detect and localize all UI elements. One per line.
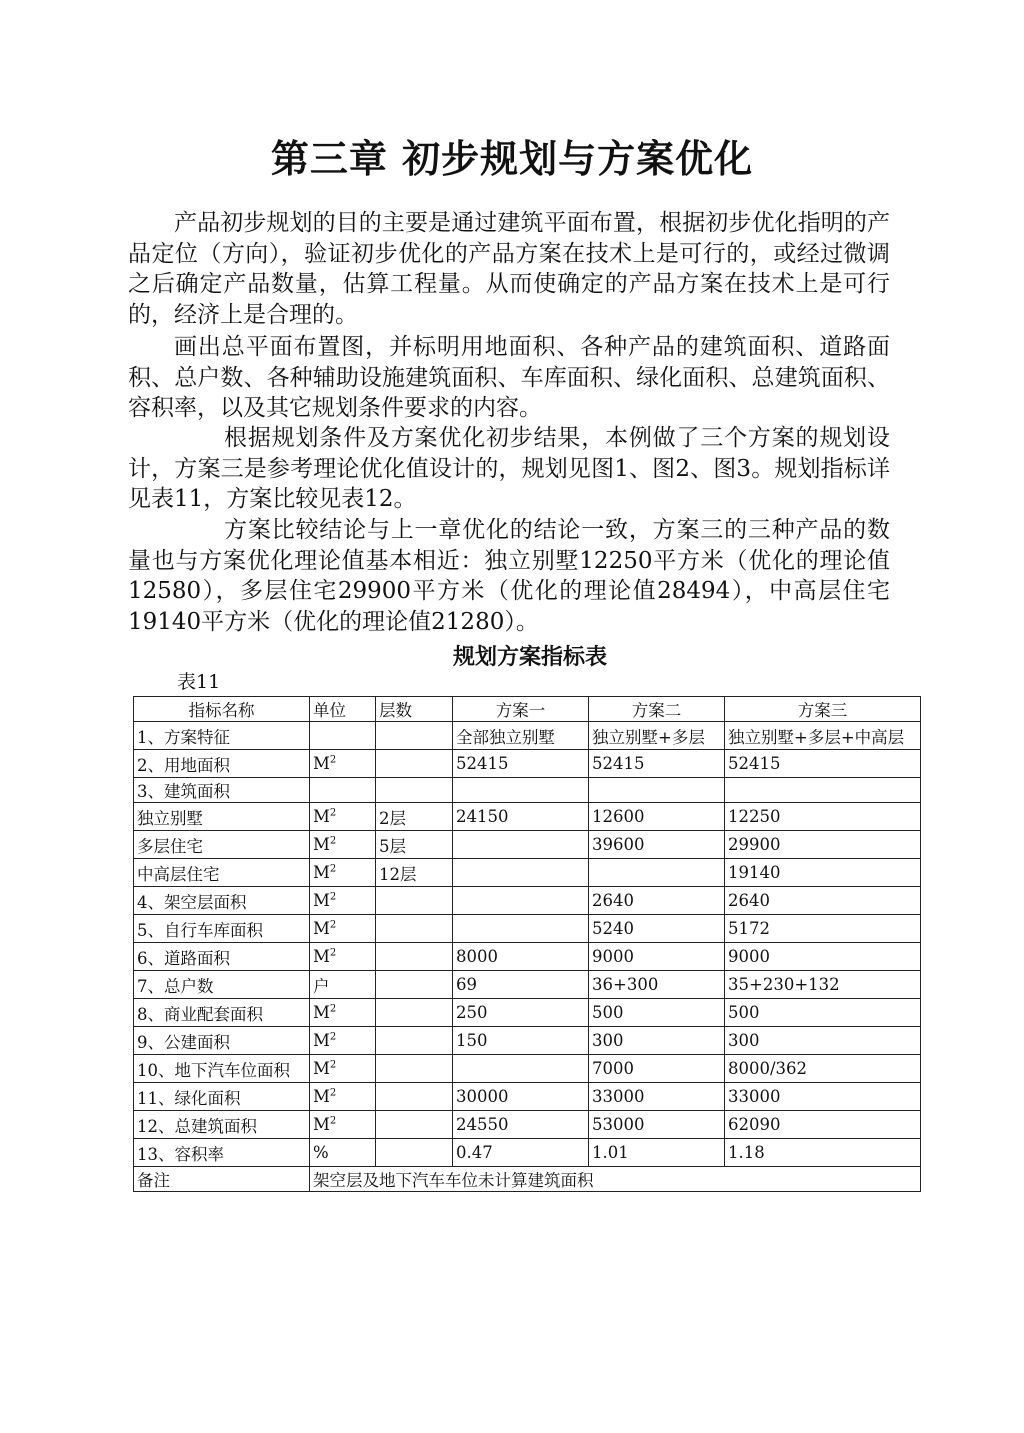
unit-text: M bbox=[313, 1087, 330, 1106]
cell-scheme-3 bbox=[725, 778, 921, 803]
unit-superscript: 2 bbox=[329, 807, 337, 819]
cell-unit bbox=[310, 859, 376, 887]
cell-scheme-2: 5240 bbox=[589, 915, 725, 943]
table-row bbox=[134, 1027, 921, 1055]
table-row bbox=[134, 999, 921, 1027]
unit-superscript: 2 bbox=[329, 1003, 337, 1015]
cell-scheme-1 bbox=[453, 859, 589, 887]
table-row bbox=[134, 971, 921, 999]
cell-scheme-1 bbox=[453, 915, 589, 943]
cell-unit bbox=[310, 915, 376, 943]
cell-floors bbox=[376, 778, 453, 803]
paragraph-2: 画出总平面布置图，并标明用地面积、各种产品的建筑面积、道路面积、总户数、各种辅助设施建筑面积、车库面积、绿化面积、总建筑面积、容积率，以及其它规划条件要求的内容。 bbox=[128, 334, 890, 421]
cell-scheme-1 bbox=[453, 778, 589, 803]
cell-scheme-2: 2640 bbox=[589, 887, 725, 915]
header-indicator-name: 指标名称 bbox=[134, 697, 310, 722]
table-row bbox=[134, 1083, 921, 1111]
cell-scheme-3: 29900 bbox=[725, 831, 921, 859]
unit-superscript: 2 bbox=[329, 835, 337, 847]
table-label: 表11 bbox=[177, 671, 221, 693]
table-row bbox=[134, 750, 921, 778]
cell-unit bbox=[310, 999, 376, 1027]
cell-floors bbox=[376, 887, 453, 915]
cell-scheme-2: 33000 bbox=[589, 1083, 725, 1111]
cell-unit bbox=[310, 778, 376, 803]
unit-text: M bbox=[313, 1031, 330, 1050]
cell-scheme-1: 150 bbox=[453, 1027, 589, 1055]
table-row bbox=[134, 778, 921, 803]
unit-superscript: 2 bbox=[329, 947, 337, 959]
cell-unit: 户 bbox=[310, 971, 376, 999]
unit-text: M bbox=[313, 919, 330, 938]
cell-scheme-3: 1.18 bbox=[725, 1139, 921, 1167]
cell-floors bbox=[376, 1139, 453, 1167]
cell-floors bbox=[376, 1027, 453, 1055]
unit-superscript: 2 bbox=[329, 1115, 337, 1127]
header-scheme-2: 方案二 bbox=[589, 697, 725, 722]
cell-floors bbox=[376, 750, 453, 778]
chapter-title: 第三章 初步规划与方案优化 bbox=[270, 136, 754, 181]
unit-superscript: 2 bbox=[329, 1059, 337, 1071]
cell-scheme-1: 8000 bbox=[453, 943, 589, 971]
unit-text: M bbox=[313, 1115, 330, 1134]
cell-scheme-1: 0.47 bbox=[453, 1139, 589, 1167]
unit-text: M bbox=[313, 1003, 330, 1022]
cell-scheme-2: 500 bbox=[589, 999, 725, 1027]
cell-unit bbox=[310, 1083, 376, 1111]
table-header-row bbox=[134, 697, 921, 722]
note-label: 备注 bbox=[134, 1167, 310, 1192]
cell-unit bbox=[310, 722, 376, 750]
cell-scheme-2: 52415 bbox=[589, 750, 725, 778]
header-scheme-1: 方案一 bbox=[453, 697, 589, 722]
cell-floors: 12层 bbox=[376, 859, 453, 887]
cell-indicator: 1、方案特征 bbox=[134, 722, 310, 750]
table-row bbox=[134, 887, 921, 915]
table-note-row bbox=[134, 1167, 921, 1192]
cell-floors bbox=[376, 722, 453, 750]
cell-scheme-2: 39600 bbox=[589, 831, 725, 859]
cell-scheme-1: 250 bbox=[453, 999, 589, 1027]
cell-indicator: 11、绿化面积 bbox=[134, 1083, 310, 1111]
cell-scheme-1: 24150 bbox=[453, 803, 589, 831]
cell-floors bbox=[376, 1055, 453, 1083]
cell-scheme-1 bbox=[453, 831, 589, 859]
cell-scheme-3: 62090 bbox=[725, 1111, 921, 1139]
table-row bbox=[134, 803, 921, 831]
cell-scheme-3: 33000 bbox=[725, 1083, 921, 1111]
cell-scheme-3: 8000/362 bbox=[725, 1055, 921, 1083]
unit-superscript: 2 bbox=[329, 754, 337, 766]
cell-unit bbox=[310, 750, 376, 778]
cell-indicator: 8、商业配套面积 bbox=[134, 999, 310, 1027]
cell-indicator: 4、架空层面积 bbox=[134, 887, 310, 915]
cell-indicator: 7、总户数 bbox=[134, 971, 310, 999]
cell-scheme-1: 30000 bbox=[453, 1083, 589, 1111]
unit-superscript: 2 bbox=[329, 919, 337, 931]
table-row bbox=[134, 722, 921, 750]
unit-text: M bbox=[313, 947, 330, 966]
cell-floors bbox=[376, 943, 453, 971]
cell-scheme-2 bbox=[589, 859, 725, 887]
cell-unit bbox=[310, 803, 376, 831]
header-unit: 单位 bbox=[310, 697, 376, 722]
cell-scheme-3: 独立别墅+多层+中高层 bbox=[725, 722, 921, 750]
cell-scheme-1: 全部独立别墅 bbox=[453, 722, 589, 750]
paragraph-3: 根据规划条件及方案优化初步结果，本例做了三个方案的规划设计，方案三是参考理论优化值设计的，规划见图1、图2、图3。规划指标详见表11，方案比较见表12。 bbox=[128, 425, 890, 512]
cell-scheme-2: 36+300 bbox=[589, 971, 725, 999]
note-text: 架空层及地下汽车车位未计算建筑面积 bbox=[310, 1167, 921, 1192]
table-row bbox=[134, 859, 921, 887]
unit-text: M bbox=[313, 1059, 330, 1078]
cell-scheme-1: 52415 bbox=[453, 750, 589, 778]
cell-indicator: 5、自行车库面积 bbox=[134, 915, 310, 943]
cell-scheme-1: 69 bbox=[453, 971, 589, 999]
cell-scheme-1 bbox=[453, 1055, 589, 1083]
table-row bbox=[134, 1111, 921, 1139]
cell-indicator: 13、容积率 bbox=[134, 1139, 310, 1167]
cell-scheme-3: 19140 bbox=[725, 859, 921, 887]
cell-scheme-2: 12600 bbox=[589, 803, 725, 831]
cell-scheme-2: 7000 bbox=[589, 1055, 725, 1083]
planning-index-table bbox=[133, 696, 921, 1192]
table-title: 规划方案指标表 bbox=[452, 644, 607, 670]
unit-text: M bbox=[313, 891, 330, 910]
cell-floors bbox=[376, 1083, 453, 1111]
table-row bbox=[134, 1139, 921, 1167]
cell-floors: 2层 bbox=[376, 803, 453, 831]
cell-scheme-1: 24550 bbox=[453, 1111, 589, 1139]
cell-unit bbox=[310, 1055, 376, 1083]
table-body bbox=[134, 722, 921, 1167]
cell-floors bbox=[376, 999, 453, 1027]
table-row bbox=[134, 943, 921, 971]
cell-scheme-2: 9000 bbox=[589, 943, 725, 971]
unit-superscript: 2 bbox=[329, 891, 337, 903]
table-row bbox=[134, 915, 921, 943]
cell-scheme-2: 独立别墅+多层 bbox=[589, 722, 725, 750]
cell-floors bbox=[376, 1111, 453, 1139]
cell-floors bbox=[376, 971, 453, 999]
cell-indicator: 10、地下汽车位面积 bbox=[134, 1055, 310, 1083]
cell-indicator: 多层住宅 bbox=[134, 831, 310, 859]
header-floors: 层数 bbox=[376, 697, 453, 722]
table-row bbox=[134, 831, 921, 859]
unit-text: M bbox=[313, 863, 330, 882]
cell-scheme-3: 52415 bbox=[725, 750, 921, 778]
unit-superscript: 2 bbox=[329, 1031, 337, 1043]
cell-unit bbox=[310, 1111, 376, 1139]
cell-scheme-3: 500 bbox=[725, 999, 921, 1027]
cell-floors bbox=[376, 915, 453, 943]
unit-superscript: 2 bbox=[329, 863, 337, 875]
cell-unit bbox=[310, 1027, 376, 1055]
cell-scheme-2 bbox=[589, 778, 725, 803]
cell-unit bbox=[310, 887, 376, 915]
cell-scheme-3: 35+230+132 bbox=[725, 971, 921, 999]
cell-unit bbox=[310, 831, 376, 859]
cell-scheme-2: 1.01 bbox=[589, 1139, 725, 1167]
unit-text: M bbox=[313, 835, 330, 854]
cell-unit: % bbox=[310, 1139, 376, 1167]
unit-text: M bbox=[313, 807, 330, 826]
cell-indicator: 2、用地面积 bbox=[134, 750, 310, 778]
cell-scheme-3: 5172 bbox=[725, 915, 921, 943]
cell-indicator: 6、道路面积 bbox=[134, 943, 310, 971]
unit-superscript: 2 bbox=[329, 1087, 337, 1099]
cell-scheme-1 bbox=[453, 887, 589, 915]
cell-indicator: 独立别墅 bbox=[134, 803, 310, 831]
unit-text: M bbox=[313, 754, 330, 773]
cell-scheme-2: 53000 bbox=[589, 1111, 725, 1139]
header-scheme-3: 方案三 bbox=[725, 697, 921, 722]
table-row bbox=[134, 1055, 921, 1083]
cell-indicator: 9、公建面积 bbox=[134, 1027, 310, 1055]
cell-indicator: 3、建筑面积 bbox=[134, 778, 310, 803]
cell-unit bbox=[310, 943, 376, 971]
cell-scheme-3: 300 bbox=[725, 1027, 921, 1055]
cell-scheme-3: 2640 bbox=[725, 887, 921, 915]
cell-scheme-3: 12250 bbox=[725, 803, 921, 831]
paragraph-4: 方案比较结论与上一章优化的结论一致，方案三的三种产品的数量也与方案优化理论值基本相近：独立别墅12250平方米（优化的理论值12580），多层住宅29900平方米（优化的理论值28494），中高层住宅19140平方米（优化的理论值21280）。 bbox=[128, 517, 890, 635]
cell-scheme-3: 9000 bbox=[725, 943, 921, 971]
cell-indicator: 12、总建筑面积 bbox=[134, 1111, 310, 1139]
cell-indicator: 中高层住宅 bbox=[134, 859, 310, 887]
cell-scheme-2: 300 bbox=[589, 1027, 725, 1055]
cell-floors: 5层 bbox=[376, 831, 453, 859]
paragraph-1: 产品初步规划的目的主要是通过建筑平面布置，根据初步优化指明的产品定位（方向），验证初步优化的产品方案在技术上是可行的，或经过微调之后确定产品数量，估算工程量。从而使确定的产品方案在技术上是可行的，经济上是合理的。 bbox=[128, 210, 890, 328]
